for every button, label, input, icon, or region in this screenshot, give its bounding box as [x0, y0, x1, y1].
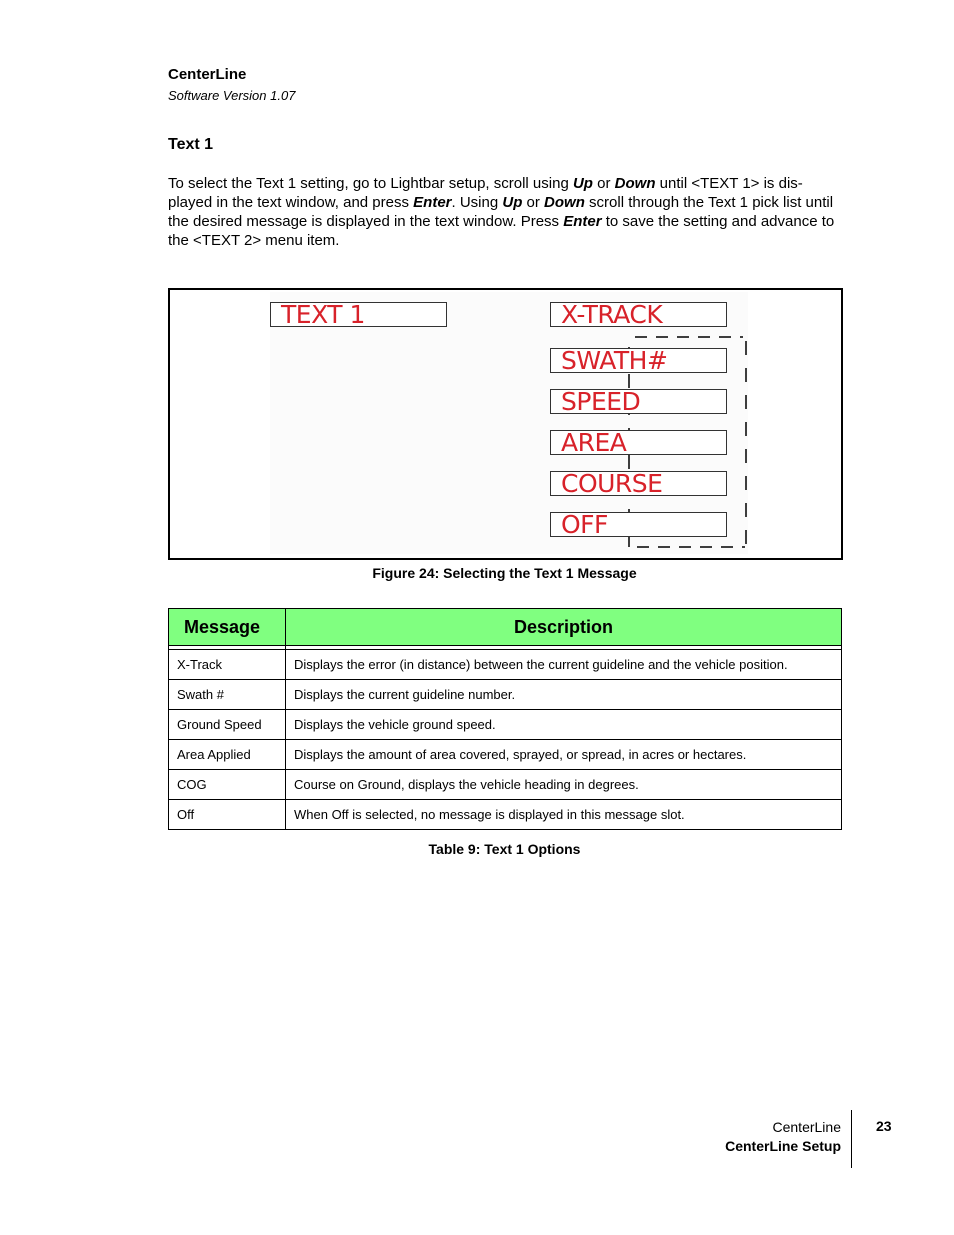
- cell-message: X-Track: [169, 650, 286, 680]
- lcd-option-label: SPEED: [561, 387, 641, 416]
- lcd-option-label: OFF: [561, 510, 608, 539]
- footer-line2: CenterLine Setup: [725, 1138, 841, 1154]
- body-paragraph: To select the Text 1 setting, go to Lightbar setup, scroll using Up or Down until <TEXT 1> is dis-played in the text window, and press Enter. Using Up or Down scroll through the Text 1 pick list until the desired message is displayed in the text window. Press Enter to save the setting and advance to the <TEXT 2> menu item.: [168, 175, 835, 249]
- table-row: [169, 770, 842, 800]
- lcd-option: [550, 389, 727, 414]
- table-row: [169, 710, 842, 740]
- column-header-description: Description: [286, 609, 842, 646]
- footer-divider: [851, 1110, 852, 1168]
- cell-description: Displays the vehicle ground speed.: [286, 710, 842, 740]
- cell-description: Displays the error (in distance) between the current guideline and the vehicle position.: [286, 650, 842, 680]
- header-subtitle: Software Version 1.07: [168, 88, 296, 103]
- cell-description: When Off is selected, no message is displayed in this message slot.: [286, 800, 842, 830]
- table-row: [169, 800, 842, 830]
- lcd-option: [550, 430, 727, 455]
- cell-description: Displays the current guideline number.: [286, 680, 842, 710]
- lcd-option: [550, 302, 727, 327]
- cell-message: Off: [169, 800, 286, 830]
- table-caption: Table 9: Text 1 Options: [428, 841, 581, 857]
- table-row: [169, 680, 842, 710]
- cell-message: Area Applied: [169, 740, 286, 770]
- cell-message: Swath #: [169, 680, 286, 710]
- cell-message: Ground Speed: [169, 710, 286, 740]
- lcd-option: [550, 512, 727, 537]
- lcd-text1-label: TEXT 1: [281, 300, 365, 329]
- cell-description: Course on Ground, displays the vehicle heading in degrees.: [286, 770, 842, 800]
- lcd-text1: [270, 302, 447, 327]
- cell-message: COG: [169, 770, 286, 800]
- section-title: Text 1: [168, 136, 214, 153]
- footer-line1: CenterLine: [772, 1119, 841, 1135]
- cell-description: Displays the amount of area covered, sprayed, or spread, in acres or hectares.: [286, 740, 842, 770]
- header-title: CenterLine: [168, 66, 247, 83]
- lcd-option: [550, 348, 727, 373]
- table-row: [169, 740, 842, 770]
- figure-illustration: [270, 292, 748, 554]
- column-header-message: Message: [169, 609, 286, 646]
- lcd-option-label: X-TRACK: [561, 300, 663, 329]
- lcd-option-label: AREA: [561, 428, 627, 457]
- page-number: 23: [876, 1118, 892, 1134]
- lcd-option-label: SWATH#: [561, 346, 668, 375]
- options-table: [168, 608, 842, 830]
- footer-text: [725, 1118, 841, 1156]
- figure-box: [168, 288, 843, 560]
- lcd-option-label: COURSE: [561, 469, 663, 498]
- table-row: [169, 650, 842, 680]
- figure-caption: Figure 24: Selecting the Text 1 Message: [372, 565, 637, 581]
- lcd-option: [550, 471, 727, 496]
